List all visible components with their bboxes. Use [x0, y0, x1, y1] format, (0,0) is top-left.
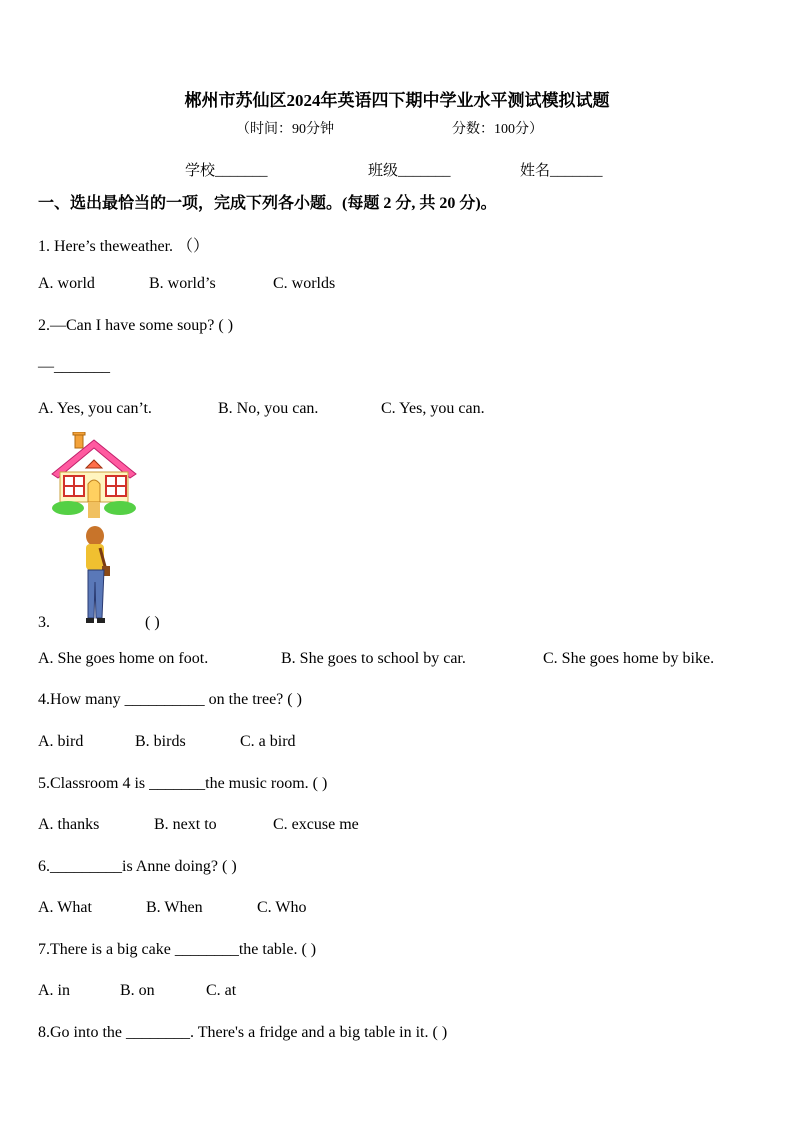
question-4-option-c[interactable]: C. a bird	[240, 733, 296, 750]
question-2-option-c[interactable]: C. Yes, you can.	[381, 400, 485, 417]
question-1-option-c[interactable]: C. worlds	[273, 275, 336, 292]
question-7-option-c[interactable]: C. at	[206, 982, 237, 999]
question-3-stem: 3.	[38, 614, 50, 631]
question-3-picture	[50, 432, 140, 637]
question-4-stem: 4.How many __________ on the tree? ( )	[38, 691, 302, 708]
question-6-stem: 6._________is Anne doing? ( )	[38, 858, 237, 875]
question-7-stem: 7.There is a big cake ________the table. ( )	[38, 941, 317, 958]
class-field[interactable]: 班级_______	[368, 163, 451, 179]
question-6-option-c[interactable]: C. Who	[257, 899, 307, 916]
question-2-answer-blank[interactable]: —_______	[38, 358, 110, 375]
question-4-option-b[interactable]: B. birds	[135, 733, 186, 750]
section-heading: 一、选出最恰当的一项，完成下列各小题。(每题 2 分, 共 20 分)。	[38, 195, 497, 212]
school-field[interactable]: 学校_______	[185, 163, 268, 179]
question-3-option-c[interactable]: C. She goes home by bike.	[543, 650, 715, 667]
question-3-answer-paren[interactable]: ( )	[145, 614, 160, 631]
question-2-stem: 2.—Can I have some soup? ( )	[38, 317, 234, 334]
question-1-option-a[interactable]: A. world	[38, 275, 95, 292]
question-2-option-a[interactable]: A. Yes, you can’t.	[38, 400, 152, 417]
question-5-option-c[interactable]: C. excuse me	[273, 816, 359, 833]
question-1-option-b[interactable]: B. world’s	[149, 275, 216, 292]
house-and-girl-illustration	[50, 432, 140, 632]
question-3-option-b[interactable]: B. She goes to school by car.	[281, 650, 466, 667]
question-4-option-a[interactable]: A. bird	[38, 733, 84, 750]
exam-score: 分数：100分）	[452, 122, 543, 137]
question-1-stem: 1. Here’s theweather. （）	[38, 238, 210, 255]
question-6-option-a[interactable]: A. What	[38, 899, 92, 916]
question-7-option-a[interactable]: A. in	[38, 982, 70, 999]
question-8-stem: 8.Go into the ________. There's a fridge and a big table in it. ( )	[38, 1024, 448, 1041]
question-5-option-b[interactable]: B. next to	[154, 816, 217, 833]
question-5-option-a[interactable]: A. thanks	[38, 816, 100, 833]
question-3-option-a[interactable]: A. She goes home on foot.	[38, 650, 209, 667]
name-field[interactable]: 姓名_______	[520, 163, 603, 179]
question-7-option-b[interactable]: B. on	[120, 982, 155, 999]
question-5-stem: 5.Classroom 4 is _______the music room. ( )	[38, 775, 328, 792]
page-title: 郴州市苏仙区2024年英语四下期中学业水平测试模拟试题	[184, 91, 610, 110]
exam-time: （时间：90分钟	[236, 122, 334, 137]
question-2-option-b[interactable]: B. No, you can.	[218, 400, 319, 417]
question-6-option-b[interactable]: B. When	[146, 899, 203, 916]
